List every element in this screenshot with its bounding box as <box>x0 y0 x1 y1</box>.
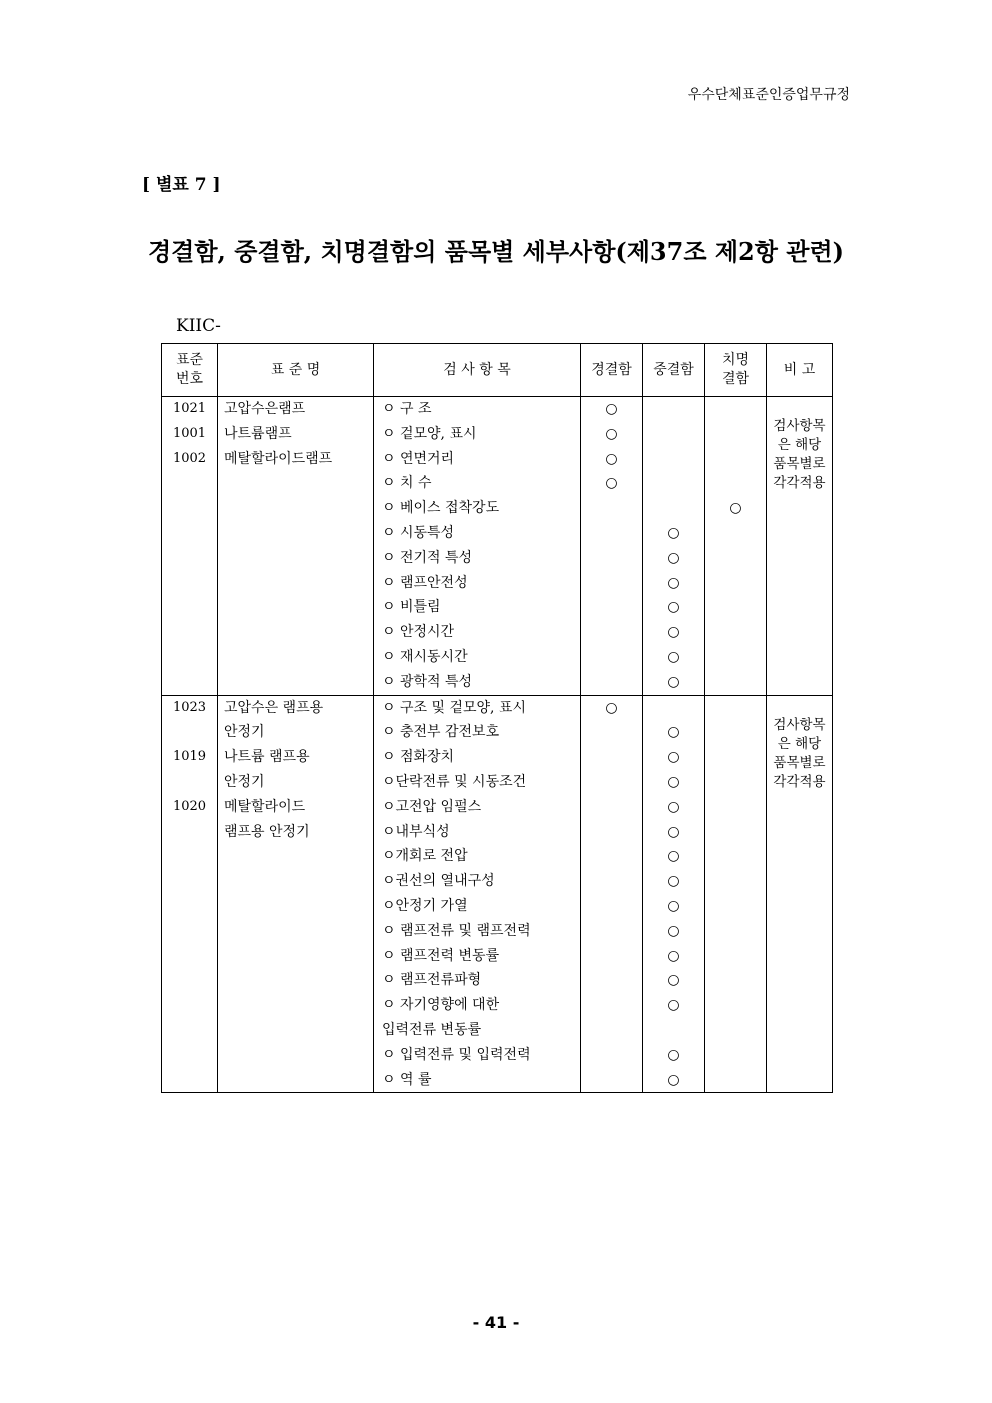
critical-defect-cell-line <box>705 894 766 919</box>
major-defect-cell-line <box>643 422 704 447</box>
standard-no-cell-line <box>162 496 217 521</box>
standard-no-cell-line <box>162 645 217 670</box>
major-defect-cell-line: ○ <box>667 947 680 964</box>
major-defect-cell-line <box>643 1018 704 1043</box>
standard-no-cell <box>162 397 218 696</box>
inspection-item-cell-line: ㅇ 자기영향에 대한 <box>382 997 500 1014</box>
inspection-item-cell-line: ㅇ 베이스 접착강도 <box>382 500 500 517</box>
critical-defect-cell-line <box>705 770 766 795</box>
code-prefix: KIIC- <box>176 316 221 336</box>
header-minor-defect: 경결함 <box>581 344 643 397</box>
inspection-item-cell-line: ㅇ 연면거리 <box>382 450 455 467</box>
major-defect-cell-line: ○ <box>667 724 680 741</box>
minor-defect-cell-line <box>581 944 642 969</box>
major-defect-cell-line <box>643 447 704 472</box>
standard-no-cell-line <box>162 844 217 869</box>
standard-name-cell-line <box>224 944 373 969</box>
major-defect-cell-line: ○ <box>667 549 680 566</box>
standard-no-cell-line <box>162 620 217 645</box>
inspection-item-cell-line: ㅇ 램프전류파형 <box>382 972 482 989</box>
major-defect-cell-line <box>643 397 704 422</box>
standard-name-cell-line: 고압수은 램프용 <box>224 699 324 716</box>
inspection-item-cell-line: ㅇ개회로 전압 <box>382 848 468 865</box>
minor-defect-cell-line <box>581 521 642 546</box>
inspection-item-cell-line: ㅇ 겉모양, 표시 <box>382 425 477 442</box>
minor-defect-cell-line <box>581 1018 642 1043</box>
header-inspection-items: 검 사 항 목 <box>374 344 581 397</box>
critical-defect-cell-line <box>705 471 766 496</box>
major-defect-cell-line <box>643 496 704 521</box>
table-header-row <box>162 344 833 397</box>
standard-name-cell-line <box>224 521 373 546</box>
standard-no-cell-line <box>162 968 217 993</box>
minor-defect-cell-line: ○ <box>605 425 618 442</box>
standard-no-cell-line <box>162 1068 217 1093</box>
inspection-item-cell-line: ㅇ 입력전류 및 입력전력 <box>382 1046 531 1063</box>
critical-defect-cell-line <box>705 595 766 620</box>
inspection-item-cell-line: ㅇ고전압 임펄스 <box>382 798 482 815</box>
minor-defect-cell-line <box>581 670 642 695</box>
critical-defect-cell <box>705 397 767 696</box>
inspection-item-cell-line: ㅇ 구 조 <box>382 401 432 417</box>
inspection-item-cell-line: ㅇ 전기적 특성 <box>382 549 473 566</box>
remarks-cell: 검사항목 은 해당 품목별로 각각적용 <box>767 397 833 696</box>
minor-defect-cell-line <box>581 993 642 1018</box>
minor-defect-cell-line <box>581 620 642 645</box>
standard-no-cell-line <box>162 820 217 845</box>
major-defect-cell-line: ○ <box>667 673 680 690</box>
minor-defect-cell-line <box>581 844 642 869</box>
standard-name-cell-line: 램프용 안정기 <box>224 823 310 840</box>
major-defect-cell-line: ○ <box>667 648 680 665</box>
standard-no-cell <box>162 695 218 1093</box>
standard-name-cell-line <box>224 595 373 620</box>
standard-name-cell-line <box>224 894 373 919</box>
major-defect-cell-line <box>643 471 704 496</box>
standard-name-cell-line <box>224 1018 373 1043</box>
minor-defect-cell-line: ○ <box>605 450 618 467</box>
standard-no-cell-line <box>162 720 217 745</box>
standard-no-cell-line: 1021 <box>172 401 207 416</box>
standard-no-cell-line <box>162 894 217 919</box>
standard-name-cell <box>218 397 374 696</box>
minor-defect-cell-line <box>581 968 642 993</box>
minor-defect-cell-line <box>581 894 642 919</box>
minor-defect-cell-line <box>581 645 642 670</box>
critical-defect-cell-line <box>705 447 766 472</box>
critical-defect-cell-line: ○ <box>729 500 742 517</box>
major-defect-cell-line <box>643 696 704 721</box>
standard-no-cell-line: 1020 <box>172 798 207 814</box>
critical-defect-cell <box>705 695 767 1093</box>
header-standard-no: 표준 번호 <box>162 344 218 397</box>
minor-defect-cell-line: ○ <box>605 401 618 417</box>
standard-no-cell-line <box>162 546 217 571</box>
standard-no-cell-line <box>162 1018 217 1043</box>
major-defect-cell-line: ○ <box>667 599 680 616</box>
standard-no-cell-line: 1001 <box>172 425 207 441</box>
standard-name-cell-line <box>224 1068 373 1093</box>
major-defect-cell-line: ○ <box>667 823 680 840</box>
standard-name-cell-line <box>224 968 373 993</box>
major-defect-cell-line: ○ <box>667 624 680 641</box>
major-defect-cell-line: ○ <box>667 524 680 541</box>
minor-defect-cell-line: ○ <box>605 475 618 492</box>
critical-defect-cell-line <box>705 720 766 745</box>
standard-name-cell-line: 메탈할라이드 <box>224 798 306 815</box>
table-row <box>162 695 833 1093</box>
inspection-item-cell-line: ㅇ안정기 가열 <box>382 897 468 914</box>
standard-no-cell-line <box>162 1043 217 1068</box>
minor-defect-cell-line <box>581 720 642 745</box>
standard-name-cell-line <box>224 670 373 695</box>
major-defect-cell-line: ○ <box>667 749 680 766</box>
standard-no-cell-line <box>162 770 217 795</box>
critical-defect-cell-line <box>705 521 766 546</box>
critical-defect-cell-line <box>705 645 766 670</box>
major-defect-cell-line: ○ <box>667 972 680 989</box>
minor-defect-cell-line <box>581 595 642 620</box>
standard-no-cell-line: 1019 <box>172 749 207 765</box>
major-defect-cell-line: ○ <box>667 773 680 790</box>
inspection-item-cell-line: ㅇ 점화장치 <box>382 749 455 766</box>
minor-defect-cell-line <box>581 496 642 521</box>
inspection-item-cell-line: ㅇ 비틀림 <box>382 599 441 616</box>
remarks-cell: 검사항목 은 해당 품목별로 각각적용 <box>767 695 833 1093</box>
minor-defect-cell-line <box>581 869 642 894</box>
major-defect-cell-line: ○ <box>667 922 680 939</box>
standard-no-cell-line: 1023 <box>172 699 207 715</box>
inspection-item-cell-line: 입력전류 변동률 <box>382 1021 482 1038</box>
critical-defect-cell-line <box>705 919 766 944</box>
critical-defect-cell-line <box>705 571 766 596</box>
major-defect-cell-line: ○ <box>667 873 680 890</box>
header-remarks: 비 고 <box>767 344 833 397</box>
critical-defect-cell-line <box>705 745 766 770</box>
inspection-item-cell-line: ㅇ 램프안전성 <box>382 574 468 591</box>
major-defect-cell <box>643 397 705 696</box>
critical-defect-cell-line <box>705 620 766 645</box>
major-defect-cell-line: ○ <box>667 848 680 865</box>
inspection-item-cell-line: ㅇ 구조 및 겉모양, 표시 <box>382 699 526 716</box>
inspection-item-cell <box>374 397 581 696</box>
header-standard-name: 표 준 명 <box>218 344 374 397</box>
critical-defect-cell-line <box>705 844 766 869</box>
inspection-item-cell-line: ㅇ 시동특성 <box>382 524 455 541</box>
standard-no-cell-line <box>162 595 217 620</box>
standard-name-cell-line <box>224 496 373 521</box>
inspection-item-cell-line: ㅇ 치 수 <box>382 475 432 492</box>
standard-name-cell-line <box>224 1043 373 1068</box>
standard-name-cell-line <box>224 645 373 670</box>
major-defect-cell <box>643 695 705 1093</box>
minor-defect-cell-line: ○ <box>605 699 618 716</box>
page-title: 경결함, 중결함, 치명결함의 품목별 세부사항(제37조 제2항 관련) <box>147 237 845 266</box>
major-defect-cell-line: ○ <box>667 897 680 914</box>
page-number: - 41 - <box>472 1313 520 1332</box>
standard-no-cell-line <box>162 869 217 894</box>
minor-defect-cell-line <box>581 1043 642 1068</box>
major-defect-cell-line: ○ <box>667 574 680 591</box>
inspection-item-cell-line: ㅇ 램프전력 변동률 <box>382 947 500 964</box>
standard-no-cell-line <box>162 521 217 546</box>
major-defect-cell-line: ○ <box>667 798 680 815</box>
standard-name-cell-line: 나트륨램프 <box>224 425 292 442</box>
inspection-item-cell-line: ㅇ단락전류 및 시동조건 <box>382 773 527 790</box>
standard-name-cell <box>218 695 374 1093</box>
standard-no-cell-line <box>162 993 217 1018</box>
minor-defect-cell <box>581 695 643 1093</box>
minor-defect-cell-line <box>581 770 642 795</box>
inspection-item-cell-line: ㅇ권선의 열내구성 <box>382 873 495 890</box>
critical-defect-cell-line <box>705 422 766 447</box>
table-row <box>162 397 833 696</box>
critical-defect-cell-line <box>705 944 766 969</box>
minor-defect-cell-line <box>581 919 642 944</box>
standard-name-cell-line <box>224 869 373 894</box>
critical-defect-cell-line <box>705 1018 766 1043</box>
standard-name-cell-line: 나트륨 램프용 <box>224 749 310 766</box>
inspection-item-cell-line: ㅇ 안정시간 <box>382 624 455 641</box>
standard-name-cell-line <box>224 546 373 571</box>
minor-defect-cell-line <box>581 745 642 770</box>
standard-no-cell-line: 1002 <box>172 450 207 466</box>
standard-name-cell-line <box>224 919 373 944</box>
header-major-defect: 중결함 <box>643 344 705 397</box>
inspection-item-cell-line: ㅇ 충전부 감전보호 <box>382 724 500 741</box>
minor-defect-cell <box>581 397 643 696</box>
minor-defect-cell-line <box>581 546 642 571</box>
standard-name-cell-line: 안정기 <box>224 773 265 790</box>
standard-name-cell-line <box>224 844 373 869</box>
critical-defect-cell-line <box>705 1068 766 1093</box>
regulation-header: 우수단체표준인증업무규정 <box>687 87 850 103</box>
minor-defect-cell-line <box>581 571 642 596</box>
annex-label: [ 별표 7 ] <box>142 175 221 195</box>
inspection-item-cell-line: ㅇ 광학적 특성 <box>382 673 473 690</box>
critical-defect-cell-line <box>705 1043 766 1068</box>
critical-defect-cell-line <box>705 820 766 845</box>
critical-defect-cell-line <box>705 795 766 820</box>
major-defect-cell-line: ○ <box>667 1071 680 1088</box>
standard-name-cell-line <box>224 471 373 496</box>
standard-no-cell-line <box>162 944 217 969</box>
standard-no-cell-line <box>162 919 217 944</box>
minor-defect-cell-line <box>581 795 642 820</box>
inspection-item-cell <box>374 695 581 1093</box>
standard-name-cell-line <box>224 620 373 645</box>
standard-name-cell-line <box>224 571 373 596</box>
critical-defect-cell-line <box>705 546 766 571</box>
major-defect-cell-line: ○ <box>667 997 680 1014</box>
critical-defect-cell-line <box>705 869 766 894</box>
major-defect-cell-line: ○ <box>667 1046 680 1063</box>
inspection-item-cell-line: ㅇ 역 률 <box>382 1071 432 1088</box>
standard-name-cell-line: 메탈할라이드램프 <box>224 450 333 467</box>
inspection-item-cell-line: ㅇ 램프전류 및 램프전력 <box>382 922 531 939</box>
inspection-item-cell-line: ㅇ내부식성 <box>382 823 450 840</box>
critical-defect-cell-line <box>705 670 766 695</box>
critical-defect-cell-line <box>705 968 766 993</box>
minor-defect-cell-line <box>581 1068 642 1093</box>
inspection-item-cell-line: ㅇ 재시동시간 <box>382 648 468 665</box>
critical-defect-cell-line <box>705 696 766 721</box>
standard-name-cell-line: 안정기 <box>224 724 265 741</box>
defect-table <box>161 343 833 1093</box>
standard-no-cell-line <box>162 670 217 695</box>
standard-no-cell-line <box>162 471 217 496</box>
standard-name-cell-line <box>224 993 373 1018</box>
critical-defect-cell-line <box>705 397 766 422</box>
critical-defect-cell-line <box>705 993 766 1018</box>
standard-name-cell-line: 고압수은램프 <box>224 401 306 417</box>
minor-defect-cell-line <box>581 820 642 845</box>
standard-no-cell-line <box>162 571 217 596</box>
header-critical-defect: 치명 결함 <box>705 344 767 397</box>
